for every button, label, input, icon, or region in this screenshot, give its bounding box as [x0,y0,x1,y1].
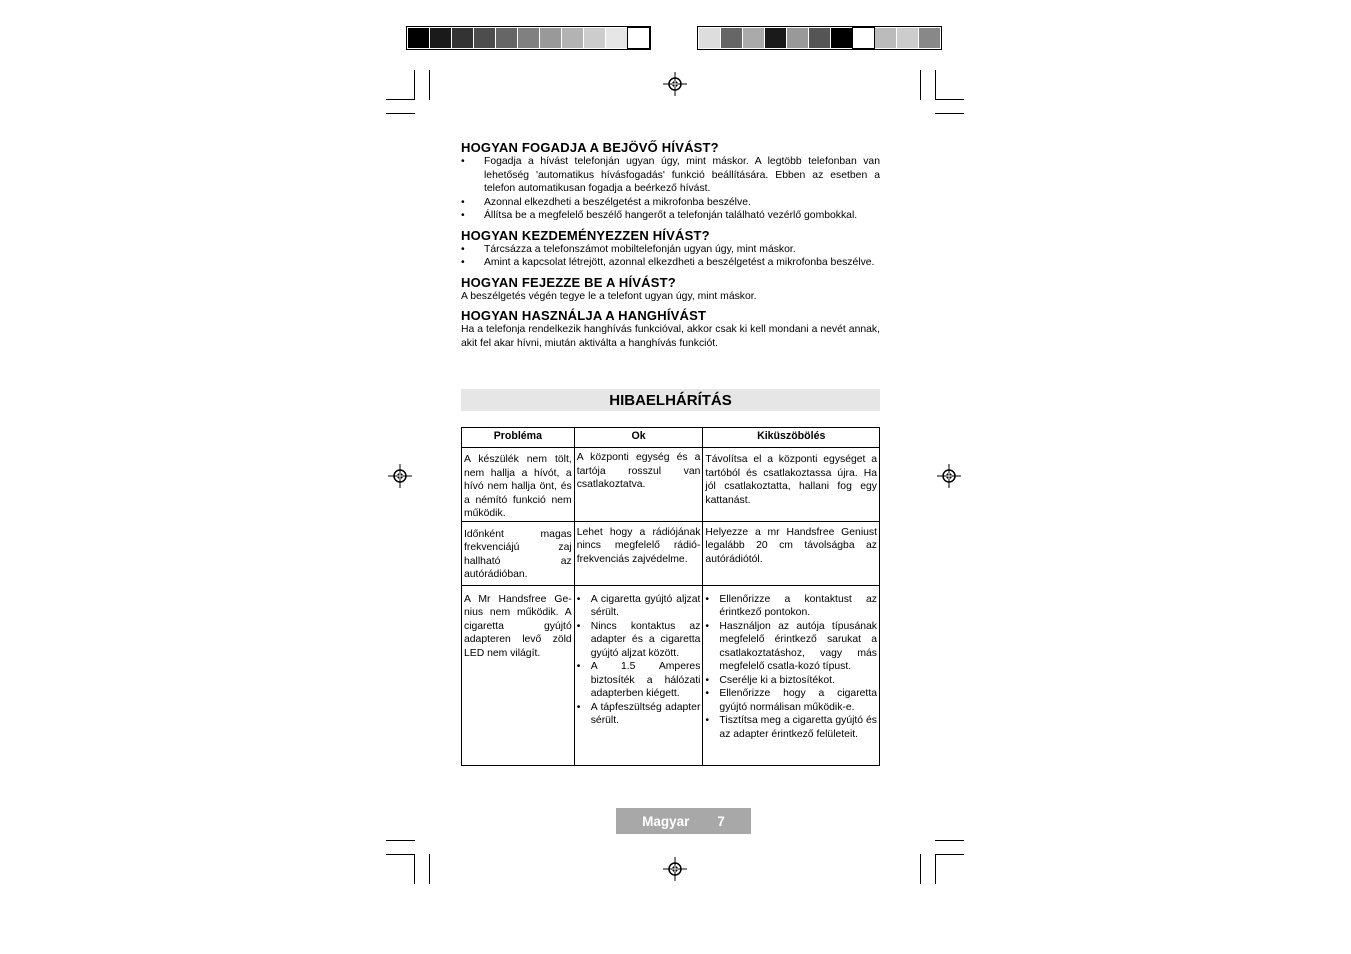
crop-mark [935,99,964,100]
section-title: HOGYAN FOGADJA A BEJÖVŐ HÍVÁST? [461,140,719,155]
crop-mark [429,70,430,100]
list-item: • Használjon az autója típusának megfelelő érintkező sarukat a csatlakoztatáshoz, vagy más megfelelő csatla-kozó típust. [705,620,877,674]
color-swatch [584,28,605,48]
table-header-row [462,428,880,448]
color-swatch [408,28,429,48]
list-item: • Azonnal elkezdheti a beszélgetést a mikrofonba beszélve. [461,196,880,210]
table-cell [703,585,880,765]
crop-mark [386,113,415,114]
crop-mark [920,854,921,884]
cell-text: A készülék nem tölt, nem hallja a hívót, a hívó nem hallja önt, és a némító funkció nem működik. [464,454,572,519]
section-incoming-call [461,140,880,223]
color-swatch [787,28,808,48]
table-cell [703,448,880,522]
registration-target-icon [388,464,412,488]
section-make-call [461,228,880,270]
cell-text: A központi egység és a tartója rosszul van csatlakoztatva. [576,452,701,490]
cell-text: Időnként magas frekvenciájú zaj hallható az autórádióban. [464,528,572,580]
color-swatch [628,28,649,48]
list-item: • Amint a kapcsolat létrejött, azonnal elkezdheti a beszélgetést a mikrofonba beszélve. [461,256,880,270]
registration-target-icon [937,464,961,488]
registration-target-icon [663,857,687,881]
column-header: Ok [574,428,703,448]
cause-list [577,593,701,728]
bullet-list [461,155,880,223]
fix-list [705,593,877,742]
list-item: • A tápfeszültség adapter sérült. [577,701,701,728]
color-swatch [606,28,627,48]
crop-mark [935,854,964,855]
color-swatch [897,28,918,48]
list-item: • Nincs kontaktus az adapter és a cigaretta gyújtó aljzat között. [577,620,701,661]
crop-mark [386,99,415,100]
cell-text: Helyezze a mr Handsfree Geniust legalább 20 cm távolságba az autórádiótól. [705,526,877,565]
column-header: Kiküszöbölés [703,428,880,448]
table-cell [574,585,703,765]
column-header: Probléma [462,428,575,448]
table-cell [462,585,575,765]
list-item: • Állítsa be a megfelelő beszélő hangerőt a telefonján található vezérlő gombokkal. [461,209,880,223]
paragraph: Ha a telefonja rendelkezik hanghívás funkcióval, akkor csak ki kell mondani a nevét annak, akit fel akar hívni, miután aktiválta a hanghívás funkciót. [461,324,880,349]
section-title: HOGYAN KEZDEMÉNYEZZEN HÍVÁST? [461,227,710,243]
list-item: • Ellenőrizze hogy a cigaretta gyújtó normálisan működik-e. [705,687,877,714]
instructions-content [461,140,880,355]
crop-mark [414,854,415,884]
table-cell [462,448,575,522]
table-cell [703,521,880,585]
table-row [462,585,880,765]
color-swatch [809,28,830,48]
table-row [462,448,880,522]
color-swatch [452,28,473,48]
crop-mark [429,854,430,884]
crop-mark [414,70,415,100]
table-cell [574,448,703,522]
list-item: • A cigaretta gyújtó aljzat sérült. [577,593,701,620]
crop-mark [386,840,415,841]
crop-mark [920,70,921,100]
list-item: • Ellenőrizze a kontaktust az érintkező pontokon. [705,593,877,620]
color-swatch [743,28,764,48]
color-swatch [831,28,852,48]
page-footer [616,808,751,834]
color-swatch [518,28,539,48]
list-item: • Cserélje ki a biztosítékot. [705,674,877,688]
cell-text: Lehet hogy a rádiójának nincs megfelelő rádió-frekvenciás zajvédelme. [576,526,701,565]
footer-language: Magyar [642,813,690,829]
list-item: • Fogadja a hívást telefonján ugyan úgy, mint máskor. A legtöbb telefonban van lehetőség 'automatikus hívásfogadás' funkció beállítására. Ebben az esetben a telefon automatikusan fogadja a beérkező hívást. [461,155,880,196]
table-cell [462,521,575,585]
crop-mark [935,854,936,884]
color-swatch [853,28,874,48]
bullet-list [461,243,880,270]
paragraph: A beszélgetés végén tegye le a telefont ugyan úgy, mint máskor. [461,290,757,302]
section-voice-dial [461,308,880,350]
color-swatch [765,28,786,48]
crop-mark [935,840,964,841]
list-item: • Tárcsázza a telefonszámot mobiltelefonján ugyan úgy, mint máskor. [461,243,880,257]
registration-target-icon [663,72,687,96]
crop-mark [935,113,964,114]
cell-text: Távolítsa el a központi egységet a tartóból és csatlakoztassa újra. Ha jól csatlakoztatta, hallani fog egy kattanást. [705,454,877,506]
color-swatch [721,28,742,48]
troubleshooting-table [461,427,880,766]
color-swatch [430,28,451,48]
table-cell [574,521,703,585]
troubleshooting-heading: HIBAELHÁRÍTÁS [461,389,880,411]
color-swatch [919,28,940,48]
list-item: • Tisztítsa meg a cigaretta gyújtó és az adapter érintkező felületeit. [705,714,877,741]
color-swatch [875,28,896,48]
color-swatch [699,28,720,48]
crop-mark [935,70,936,100]
color-swatch [540,28,561,48]
color-swatch [562,28,583,48]
color-swatch [474,28,495,48]
color-swatch [496,28,517,48]
list-item: • A 1.5 Amperes biztosíték a hálózati adapterben kiégett. [577,660,701,701]
color-calibration-bar-right [697,26,942,50]
table-row [462,521,880,585]
section-end-call [461,275,880,304]
page-number: 7 [717,813,725,829]
color-calibration-bar-left [406,26,651,50]
section-title: HOGYAN HASZNÁLJA A HANGHÍVÁST [461,308,707,323]
crop-mark [386,854,415,855]
cell-text: A Mr Handsfree Ge-nius nem működik. A cigaretta gyújtó adapteren levő zöld LED nem világít. [464,593,572,659]
section-title: HOGYAN FEJEZZE BE A HÍVÁST? [461,274,676,290]
